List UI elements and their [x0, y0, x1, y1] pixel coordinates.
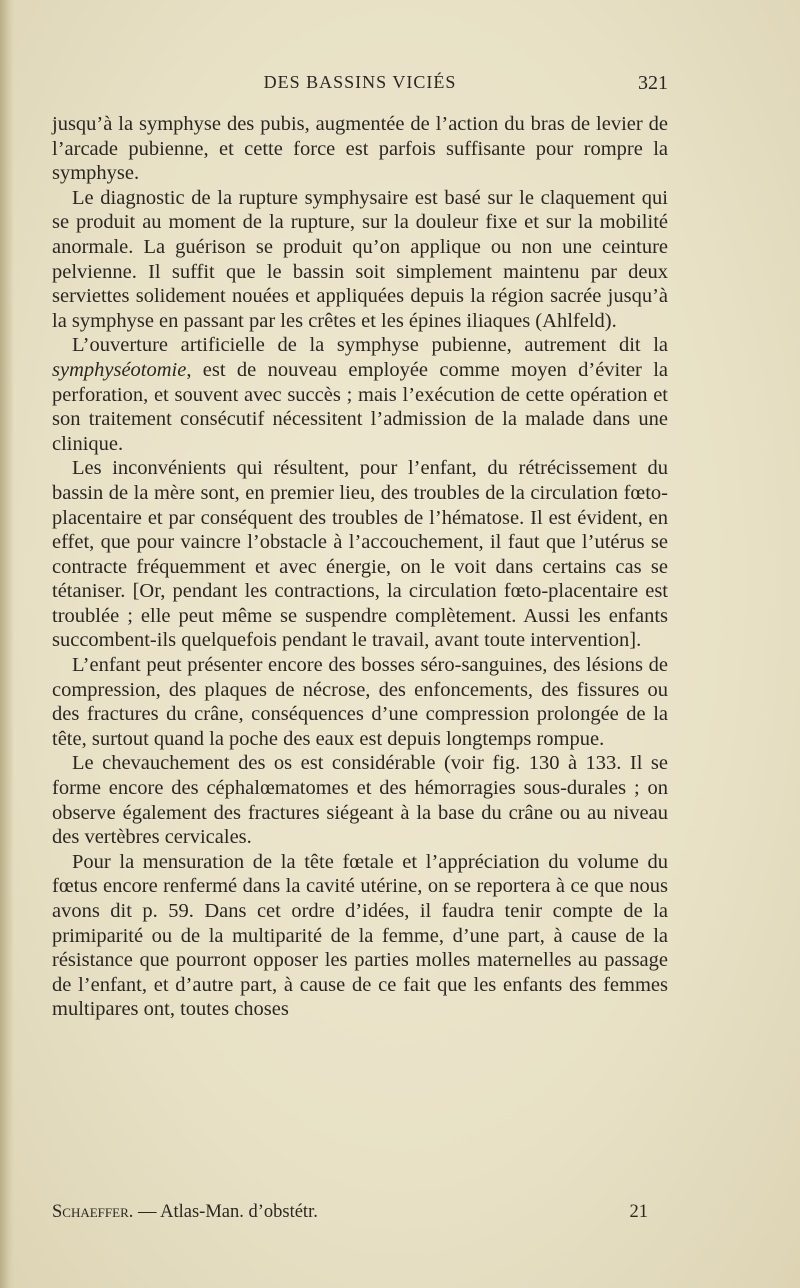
paragraph: Pour la mensuration de la tête fœtale et l’appréciation du volume du fœtus encore renfermé dans la cavité utérine, on se reportera à ce que nous avons dit p. 59. Dans cet ordre d’idées, il faudra tenir compte de la primiparité ou de la multiparité de la femme, d’une part, à cause de la résistance que pourront opposer les parties molles maternelles au passage de l’enfant, et d’autre part, à cause de ce fait que les enfants des femmes multipares ont, toutes choses — [52, 850, 668, 1021]
paragraph: L’ouverture artificielle de la symphyse pubienne, autrement dit la symphyséotomie, est de nouveau employée comme moyen d’éviter la perforation, et souvent avec succès ; mais l’exécution de cette opération et son traitement consécutif nécessitent l’admission de la malade dans une clinique. — [52, 334, 668, 455]
italic-term: symphyséotomie — [52, 358, 187, 381]
page-header — [52, 72, 668, 102]
page-footer — [52, 1202, 668, 1223]
paragraph: L’enfant peut présenter encore des bosses séro-sanguines, des lésions de compression, des plaques de nécrose, des enfoncements, des fissures ou des fractures du crâne, conséquences d’une compression prolongée de la tête, surtout quand la poche des eaux est depuis longtemps rompue. — [52, 654, 668, 750]
running-head: DES BASSINS VICIÉS — [263, 72, 457, 92]
footer-title: — Atlas-Man. d’obstétr. — [138, 1202, 318, 1222]
signature-mark: 21 — [629, 1202, 648, 1222]
paragraph: jusqu’à la symphyse des pubis, augmentée de l’action du bras de levier de l’arcade pubienne, et cette force est parfois suffisante pour rompre la symphyse. — [52, 113, 668, 185]
paragraph: Le chevauchement des os est considérable (voir fig. 130 à 133. Il se forme encore des céphalœmatomes et des hémorragies sous-durales ; on observe également des fractures siégeant à la base du crâne ou au niveau des vertèbres cervicales. — [52, 752, 668, 849]
paragraph: Le diagnostic de la rupture symphysaire est basé sur le claquement qui se produit au moment de la rupture, sur la douleur fixe et sur la mobilité anormale. La guérison se produit qu’on applique ou non une ceinture pelvienne. Il suffit que le bassin soit simplement maintenu par deux serviettes solidement nouées et appliquées depuis la région sacrée jusqu’à la symphyse en passant par les crêtes et les épines iliaques (Ahlfeld). — [52, 186, 668, 332]
footer-author: Schaeffer. — [52, 1202, 134, 1222]
page-number: 321 — [638, 72, 668, 94]
body-text — [52, 112, 668, 1022]
paragraph: Les inconvénients qui résultent, pour l’enfant, du rétrécissement du bassin de la mère sont, en premier lieu, des troubles de la circulation fœto-placentaire et par conséquent des troubles de l’hématose. Il est évident, en effet, que pour vaincre l’obstacle à l’accouchement, il faut que l’utérus se contracte fréquemment et avec énergie, on le voit dans certains cas se tétaniser. [Or, pendant les contractions, la circulation fœto-placentaire est troublée ; elle peut même se suspendre complètement. Aussi les enfants succombent-ils quelquefois pendant le travail, avant toute intervention]. — [52, 457, 668, 652]
binding-gutter — [0, 0, 14, 1288]
